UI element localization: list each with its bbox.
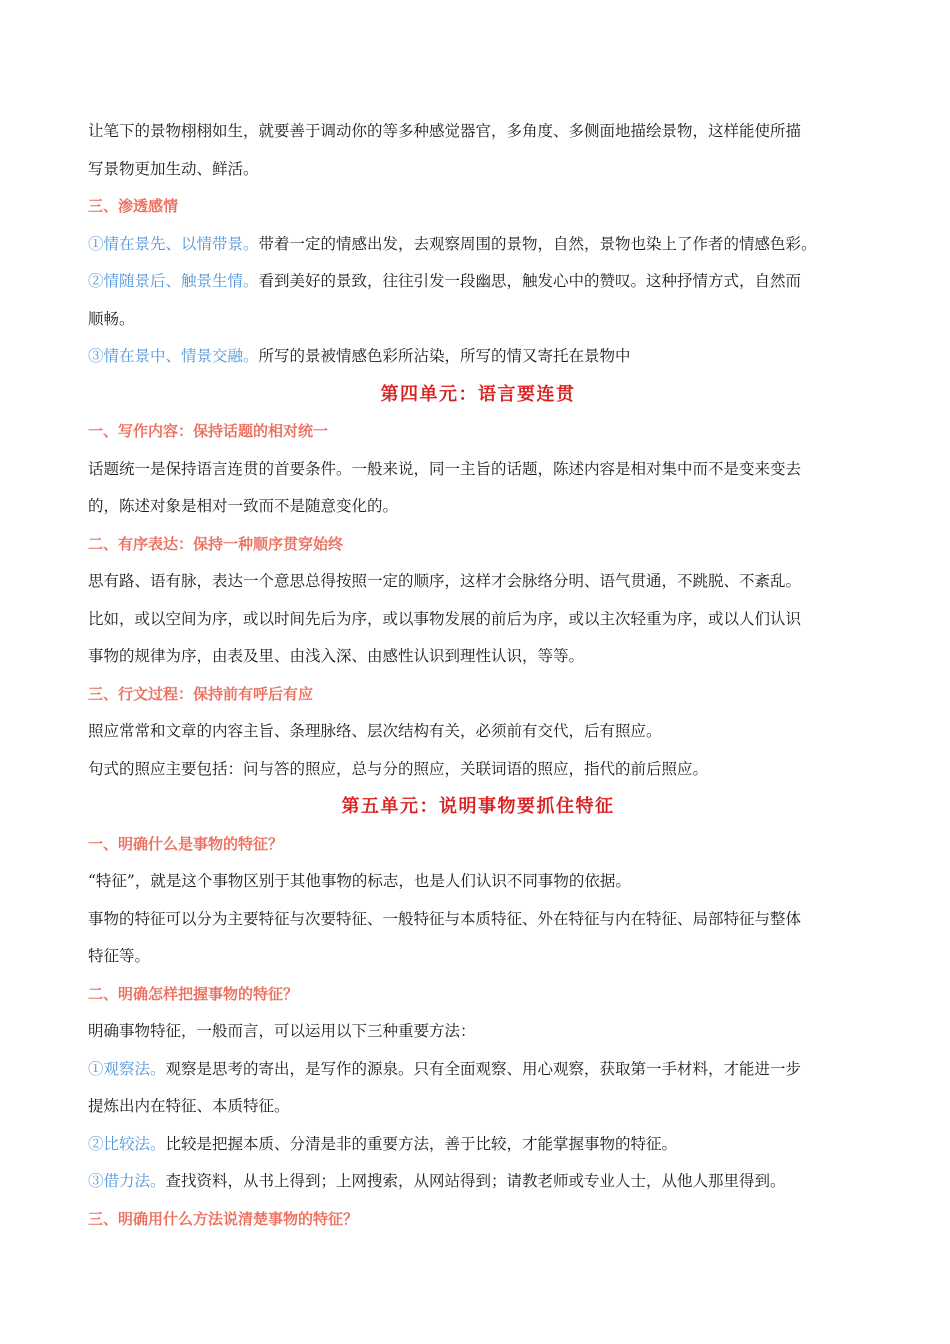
paragraph: 比如，或以空间为序，或以时间先后为序，或以事物发展的前后为序，或以主次轻重为序，或以人们认识 xyxy=(88,609,802,628)
paragraph: 话题统一是保持语言连贯的首要条件。一般来说，同一主旨的话题，陈述内容是相对集中而不是变来变去 xyxy=(88,459,802,478)
paragraph: 事物的特征可以分为主要特征与次要特征、一般特征与本质特征、外在特征与内在特征、局部特征与整体 xyxy=(88,909,802,928)
list-item-text: 看到美好的景致，往往引发一段幽思，触发心中的赞叹。这种抒情方式，自然而 xyxy=(258,272,802,290)
paragraph: 照应常常和文章的内容主旨、条理脉络、层次结构有关，必须前有交代，后有照应。 xyxy=(88,722,662,740)
list-item-text: 观察是思考的寄出，是写作的源泉。只有全面观察、用心观察，获取第一手材料，才能进一步 xyxy=(165,1059,802,1078)
unit-title-5: 第五单元：说明事物要抓住特征 xyxy=(341,796,615,817)
list-item-lead: ①观察法。 xyxy=(88,1059,166,1078)
list-item xyxy=(88,226,868,264)
list-item-lead: ②比较法。 xyxy=(88,1134,166,1153)
list-item-continuation: 顺畅。 xyxy=(88,309,135,328)
paragraph-continuation: 写景物更加生动、鲜活。 xyxy=(88,159,259,178)
section-heading: 一、明确什么是事物的特征？ xyxy=(88,834,284,853)
list-item xyxy=(88,263,868,301)
section-heading: 一、写作内容：保持话题的相对统一 xyxy=(88,422,329,440)
list-item-lead: ③情在景中、情景交融。 xyxy=(88,347,259,365)
section-heading: 二、明确怎样把握事物的特征？ xyxy=(88,984,299,1003)
list-item-text: 带着一定的情感出发，去观察周围的景物，自然，景物也染上了作者的情感色彩。 xyxy=(258,234,817,253)
paragraph: 明确事物特征，一般而言，可以运用以下三种重要方法： xyxy=(88,1022,476,1040)
section-heading-emotion: 三、渗透感情 xyxy=(88,197,179,215)
paragraph: 让笔下的景物栩栩如生，就要善于调动你的等多种感觉器官，多角度、多侧面地描绘景物，这样能使所描 xyxy=(88,122,802,140)
list-item-text: 比较是把握本质、分清是非的重要方法，善于比较，才能掌握事物的特征。 xyxy=(165,1134,678,1153)
list-item xyxy=(88,1051,868,1089)
paragraph: “特征”，就是这个事物区别于其他事物的标志，也是人们认识不同事物的依据。 xyxy=(88,872,631,890)
list-item-lead: ①情在景先、以情带景。 xyxy=(88,234,259,253)
list-item xyxy=(88,338,868,376)
unit-title-4: 第四单元：语言要连贯 xyxy=(380,383,576,405)
list-item-lead: ②情随景后、触景生情。 xyxy=(88,272,259,290)
section-heading: 二、有序表达：保持一种顺序贯穿始终 xyxy=(88,534,344,553)
paragraph-continuation: 事物的规律为序，由表及里、由浅入深、由感性认识到理性认识，等等。 xyxy=(88,647,585,665)
list-item-lead: ③借力法。 xyxy=(88,1172,166,1190)
paragraph: 思有路、语有脉，表达一个意思总得按照一定的顺序，这样才会脉络分明、语气贯通，不跳脱、不紊乱。 xyxy=(88,572,802,590)
section-heading: 三、明确用什么方法说清楚事物的特征？ xyxy=(88,1209,359,1228)
paragraph-continuation: 的，陈述对象是相对一致而不是随意变化的。 xyxy=(88,497,399,515)
section-heading: 三、行文过程：保持前有呼后有应 xyxy=(88,684,314,703)
document-body xyxy=(88,113,868,1238)
list-item xyxy=(88,1126,868,1164)
list-item-text: 查找资料，从书上得到；上网搜索，从网站得到；请教老师或专业人士，从他人那里得到。 xyxy=(165,1172,786,1190)
list-item-text: 所写的景被情感色彩所沾染，所写的情又寄托在景物中 xyxy=(258,347,631,365)
paragraph: 句式的照应主要包括：问与答的照应，总与分的照应，关联词语的照应，指代的前后照应。 xyxy=(88,759,709,778)
list-item xyxy=(88,1163,868,1201)
list-item-continuation: 提炼出内在特征、本质特征。 xyxy=(88,1097,290,1115)
paragraph-continuation: 特征等。 xyxy=(88,947,151,965)
